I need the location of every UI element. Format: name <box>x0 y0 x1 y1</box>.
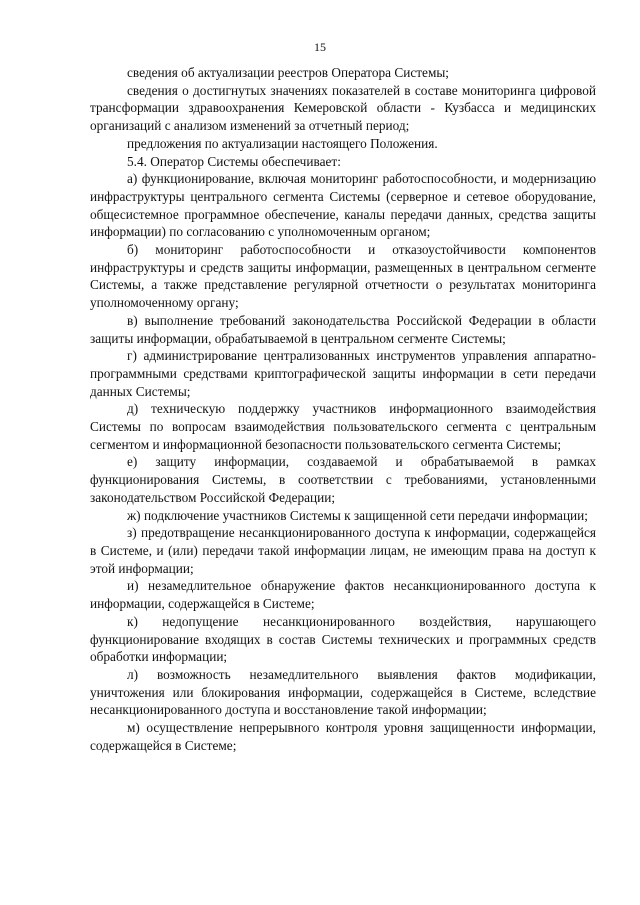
list-item-k: к) недопущение несанкционированного воздействия, нарушающего функционирование входящих в состав Системы технических и программных средств обработки информации; <box>90 613 596 665</box>
paragraph-proposals: предложения по актуализации настоящего Положения. <box>127 135 438 151</box>
list-item-l: л) возможность незамедлительного выявления фактов модификации, уничтожения или блокирования информации, содержащейся в Системе, вследствие несанкционированного доступа и восстановление такой информации; <box>90 666 596 718</box>
section-heading-5-4: 5.4. Оператор Системы обеспечивает: <box>127 153 341 169</box>
list-item-b: б) мониторинг работоспособности и отказоустойчивости компонентов инфраструктуры и средств защиты информации, размещенных в центральном сегменте Системы, а также представление регулярной отчетности о результатах мониторинга уполномоченному органу; <box>90 242 596 311</box>
list-item-g: г) администрирование централизованных инструментов управления аппаратно-программными средствами криптографической защиты информации в сети передачи данных Системы; <box>90 348 596 399</box>
list-item-m: м) осуществление непрерывного контроля уровня защищенности информации, содержащейся в Системе; <box>90 720 596 753</box>
list-item-i: и) незамедлительное обнаружение фактов несанкционированного доступа к информации, содержащейся в Системе; <box>90 578 596 612</box>
page-number: 15 <box>314 40 326 54</box>
paragraph-indicators: сведения о достигнутых значениях показателей в составе мониторинга цифровой трансформации здравоохранения Кемеровской области - Кузбасса и медицинских организаций с анализом изменений за отчетный период; <box>90 82 596 134</box>
list-item-z: з) предотвращение несанкционированного доступа к информации, содержащейся в Системе, и (или) передачи такой информации лицам, не имеющим права на доступ к этой информации; <box>90 525 596 576</box>
list-item-zh: ж) подключение участников Системы к защищенной сети передачи информации; <box>127 507 588 523</box>
list-item-e: е) защиту информации, создаваемой и обрабатываемой в рамках функционирования Системы, в соответствии с требованиями, установленными законодательством Российской Федерации; <box>90 454 596 505</box>
list-item-d: д) техническую поддержку участников информационного взаимодействия Системы по вопросам взаимодействия пользовательского сегмента с центральным сегментом и информационной безопасности пользовательского сегмента Системы; <box>90 401 596 452</box>
paragraph-registry-updates: сведения об актуализации реестров Оператора Системы; <box>127 65 449 80</box>
list-item-v: в) выполнение требований законодательства Российской Федерации в области защиты информации, обрабатываемой в центральном сегменте Системы; <box>90 312 596 346</box>
list-item-a: а) функционирование, включая мониторинг работоспособности, и модернизацию инфраструктуры центрального сегмента Системы (серверное и сетевое оборудование, общесистемное программное обеспечение, каналы передачи данных, средства защиты информации) по согласованию с уполномоченным органом; <box>90 171 596 240</box>
document-body <box>90 64 596 754</box>
